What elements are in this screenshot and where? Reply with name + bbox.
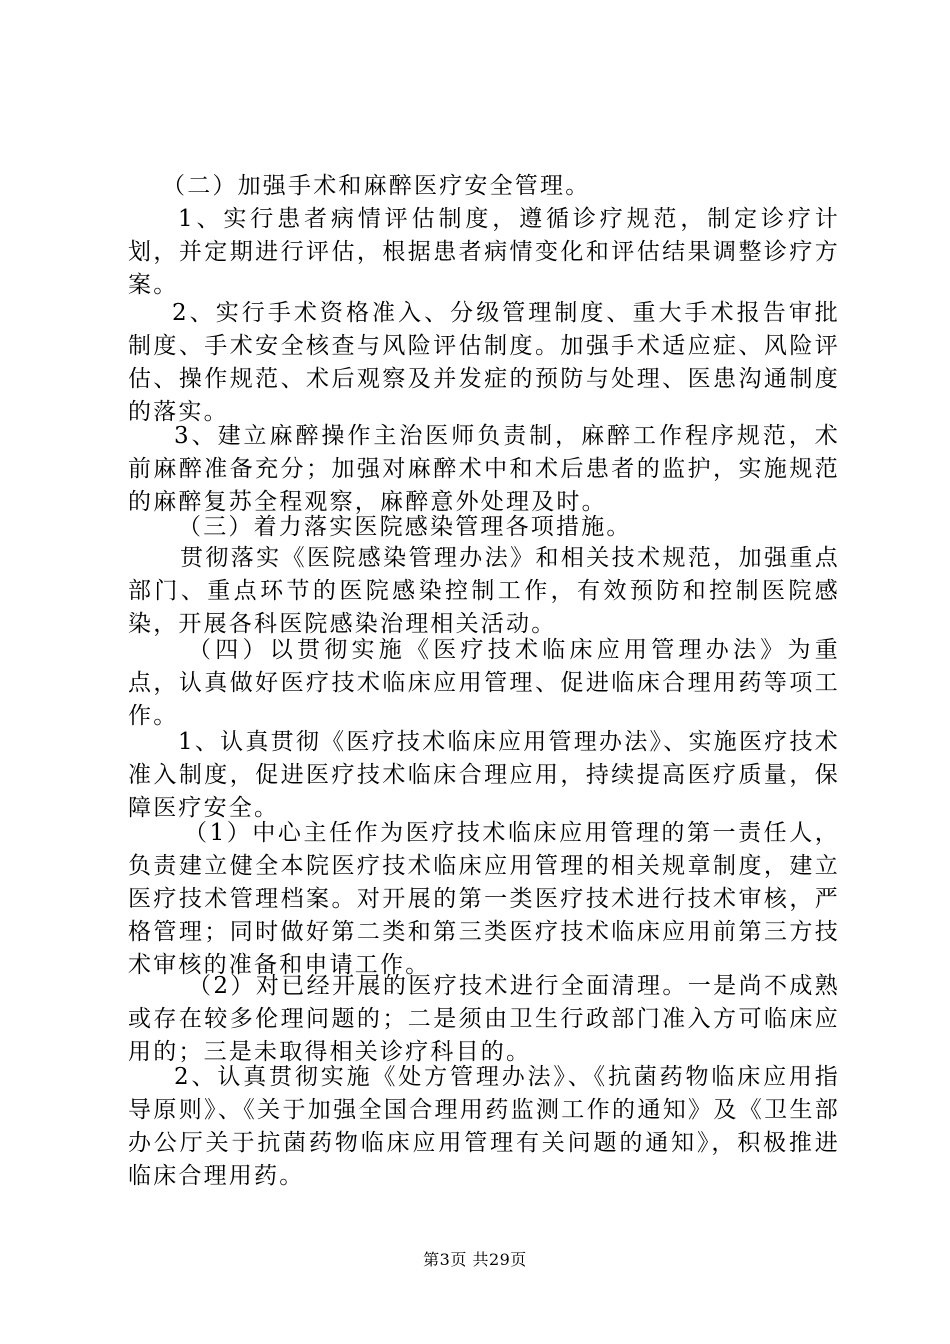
paragraph: （1）中心主任作为医疗技术临床应用管理的第一责任人，负责建立健全本院医疗技术临床应用管理的相关规章制度，建立医疗技术管理档案。对开展的第一类医疗技术进行技术审核，严格管理；同时做好第二类和第三类医疗技术临床应用前第三方技术审核的准备和申请工作。 bbox=[128, 820, 840, 978]
paragraph: （2）对已经开展的医疗技术进行全面清理。一是尚不成熟或存在较多伦理问题的；二是须由卫生行政部门准入方可临床应用的；三是未取得相关诊疗科目的。 bbox=[128, 973, 840, 1065]
paragraph: 2、实行手术资格准入、分级管理制度、重大手术报告审批制度、手术安全核查与风险评估制度。加强手术适应症、风险评估、操作规范、术后观察及并发症的预防与处理、医患沟通制度的落实。 bbox=[128, 300, 840, 425]
paragraph: 1、实行患者病情评估制度，遵循诊疗规范，制定诊疗计划，并定期进行评估，根据患者病情变化和评估结果调整诊疗方案。 bbox=[128, 206, 840, 298]
section-heading-4: （四）以贯彻实施《医疗技术临床应用管理办法》为重点，认真做好医疗技术临床应用管理、促进临床合理用药等项工作。 bbox=[128, 637, 840, 729]
paragraph: 贯彻落实《医院感染管理办法》和相关技术规范，加强重点部门、重点环节的医院感染控制工作，有效预防和控制医院感染，开展各科医院感染治理相关活动。 bbox=[128, 545, 840, 637]
paragraph: 3、建立麻醉操作主治医师负责制，麻醉工作程序规范，术前麻醉准备充分；加强对麻醉术中和术后患者的监护，实施规范的麻醉复苏全程观察，麻醉意外处理及时。 bbox=[128, 423, 840, 515]
section-heading-3: （三）着力落实医院感染管理各项措施。 bbox=[178, 514, 632, 540]
paragraph: 1、认真贯彻《医疗技术临床应用管理办法》、实施医疗技术准入制度，促进医疗技术临床合理应用，持续提高医疗质量，保障医疗安全。 bbox=[128, 729, 840, 821]
page-footer: 第3页 共29页 bbox=[423, 1250, 527, 1269]
section-heading-2: （二）加强手术和麻醉医疗安全管理。 bbox=[162, 173, 591, 199]
paragraph: 2、认真贯彻实施《处方管理办法》、《抗菌药物临床应用指导原则》、《关于加强全国合理用药监测工作的通知》及《卫生部办公厅关于抗菌药物临床应用管理有关问题的通知》，积极推进临床合理用药。 bbox=[128, 1064, 840, 1189]
